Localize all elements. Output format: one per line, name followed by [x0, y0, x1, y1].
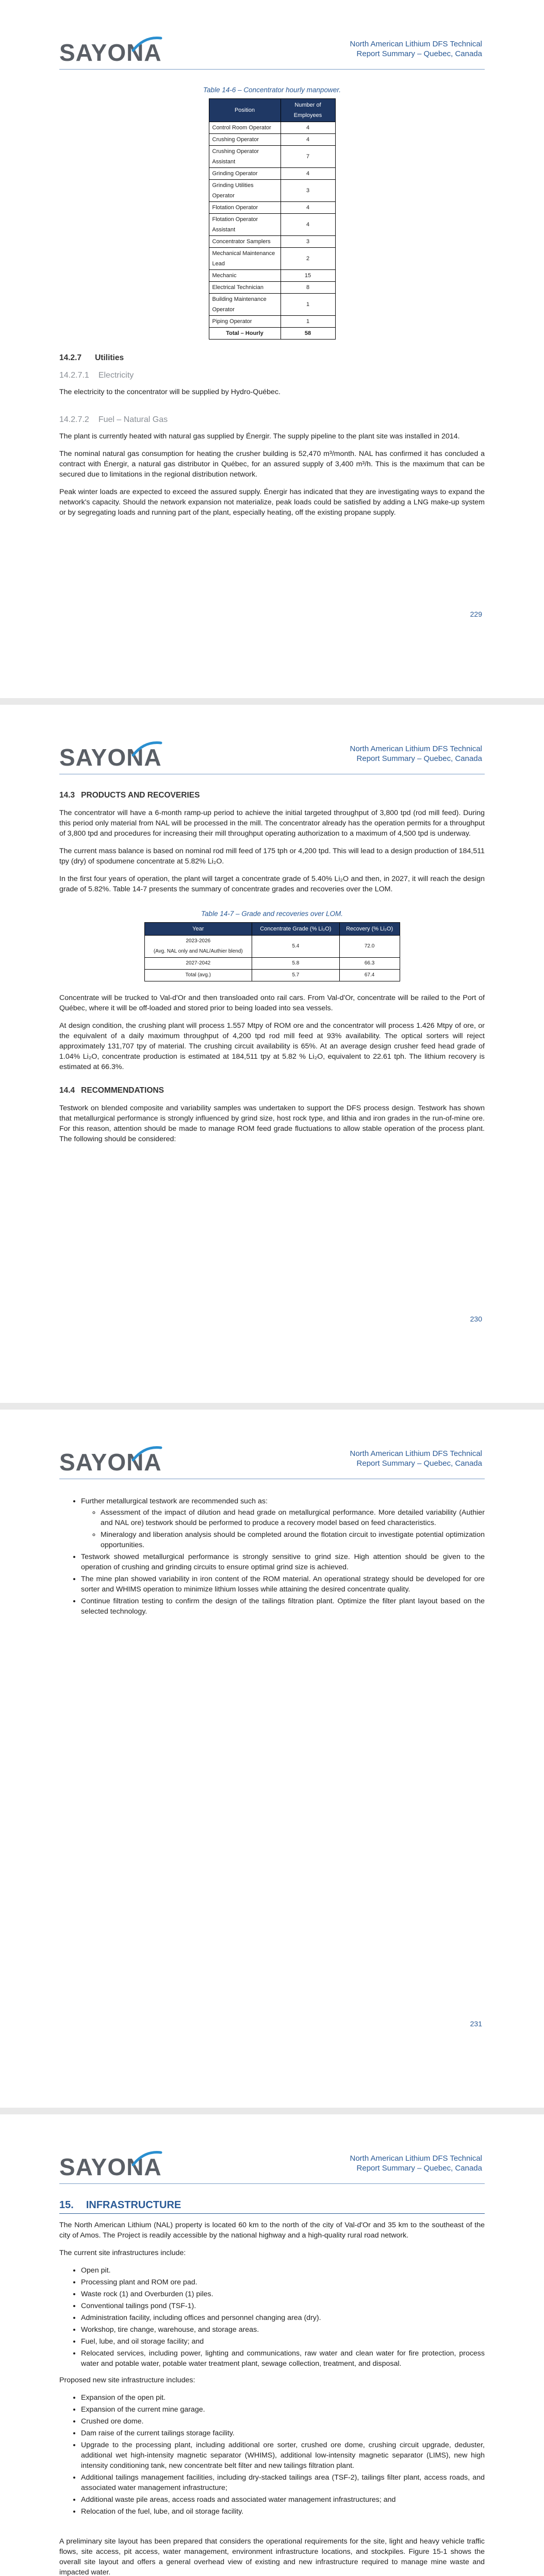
report-title-line2: Report Summary – Quebec, Canada [356, 49, 482, 58]
table-cell: 5.4 [252, 936, 340, 958]
report-title-line1: North American Lithium DFS Technical [350, 744, 482, 753]
table-cell: 7 [281, 146, 335, 168]
table-cell: Flotation Operator Assistant [209, 214, 281, 236]
paragraph: Proposed new site infrastructure includes: [59, 2376, 195, 2384]
current-infrastructure-list [59, 2265, 485, 2369]
list-item: • Continue filtration testing to confirm the design of the tailings filtration plant. Optimize the filter plant layout based on the selected technology. [81, 1596, 485, 1617]
table-row [209, 168, 335, 180]
list-item: • Relocation of the fuel, lube, and oil storage facility. [81, 2506, 485, 2517]
table-row [209, 316, 335, 328]
heading-utilities [59, 353, 485, 363]
table-row [209, 122, 335, 134]
page-232 [0, 2114, 544, 2576]
list-item: • Processing plant and ROM ore pad. [81, 2277, 485, 2287]
paragraph: At design condition, the crushing plant will process 1.557 Mtpy of ROM ore and the concentrator will process 1.426 Mtpy of ore, or the equivalent of a daily maximum throughput of 4,200 tpd rod mill feed at 93% availability. The optical sorters will reject approximately 131,707 tpy of material. The crushing circuit availability is 65%. At an average design crusher feed head grade of 1.04% Li₂O, concentrate production is estimated at 184,511 tpy at 5.82 % Li₂O, equivalent to 22.61 tph. The lithium recovery is estimated at 66.3%. [59, 1022, 485, 1071]
list-item: • Waste rock (1) and Overburden (1) piles. [81, 2289, 485, 2299]
logo-swoosh-icon [129, 1445, 165, 1465]
table-cell: 1 [281, 294, 335, 316]
proposed-infrastructure-list [59, 2393, 485, 2517]
heading-number: 15. [59, 2199, 74, 2211]
paragraph: Testwork on blended composite and variability samples was undertaken to support the DFS process design. Testwork has shown that metallurgical performance is strongly influenced by grind size, host rock type, and lithia and iron grades in the run-of-mine ore. For this reason, attention should be made to manage ROM feed grade fluctuations to allow stable operation of the process plant. The following should be considered: [59, 1104, 485, 1143]
list-item: • Additional tailings management facilities, including dry-stacked tailings area (TSF-2), tailings filter plant, access roads, and associated water management infrastructure; [81, 2472, 485, 2493]
page-230 [0, 705, 544, 1403]
page-header [0, 742, 544, 783]
logo-text: SAYONA [59, 39, 162, 66]
list-item: • Dam raise of the current tailings storage facility. [81, 2428, 485, 2438]
heading-text: Utilities [95, 353, 124, 362]
list-item: • Administration facility, including offices and personnel changing area (dry). [81, 2313, 485, 2323]
table-row [209, 202, 335, 214]
table-cell: 72.0 [339, 936, 400, 958]
table-cell: 2023-2026 (Avg. NAL only and NAL/Authier blend) [144, 936, 252, 958]
page-number: 231 [470, 2020, 482, 2028]
logo-text: SAYONA [59, 2154, 162, 2180]
list-item-text: Further metallurgical testwork are recommended such as: [81, 1497, 268, 1505]
table-cell: Mechanic [209, 270, 281, 282]
table-cell: 5.8 [252, 958, 340, 970]
table-cell: Grinding Operator [209, 168, 281, 180]
table-cell: 3 [281, 180, 335, 202]
table-cell: 67.4 [339, 970, 400, 981]
table-cell: Crushing Operator Assistant [209, 146, 281, 168]
table-row [144, 936, 400, 958]
table-cell: 2027-2042 [144, 958, 252, 970]
col-year: Year [144, 923, 252, 936]
list-item: • Expansion of the open pit. [81, 2393, 485, 2403]
page-header [0, 1447, 544, 1488]
paragraph: In the first four years of operation, the plant will target a concentrate grade of 5.40% Li₂O and then, in 2027, it will reach the design grade of 5.82%. Table 14-7 presents the summary of concentrate grades and recoveries over the LOM. [59, 875, 485, 893]
heading-number: 14.2.7.1 [59, 371, 89, 380]
logo-swoosh-icon [129, 740, 165, 760]
list-item: • Relocated services, including power, lighting and communications, raw water and clean water for fire protection, process water and potable water, potable water treatment plant, sewage collection, treatment, and disposal. [81, 2348, 485, 2369]
heading-text: INFRASTRUCTURE [86, 2199, 182, 2211]
list-item: • Open pit. [81, 2265, 485, 2276]
report-title-line1: North American Lithium DFS Technical [350, 2154, 482, 2163]
table-cell: 8 [281, 282, 335, 294]
table-row [209, 248, 335, 270]
logo-swoosh-icon [129, 2149, 165, 2170]
report-title-line2: Report Summary – Quebec, Canada [356, 2164, 482, 2173]
table-row [209, 328, 335, 340]
table-cell: 4 [281, 202, 335, 214]
report-title-line2: Report Summary – Quebec, Canada [356, 1459, 482, 1468]
list-item: • Workshop, tire change, warehouse, and storage areas. [81, 2325, 485, 2335]
page-number: 230 [470, 1315, 482, 1323]
table-row [209, 270, 335, 282]
table-cell: 58 [281, 328, 335, 340]
table-cell: Electrical Technician [209, 282, 281, 294]
grade-recovery-table [144, 922, 400, 981]
heading-recommendations [59, 1086, 485, 1096]
page-header [0, 2151, 544, 2193]
list-item: • Fuel, lube, and oil storage facility; and [81, 2336, 485, 2347]
table-14-6-caption: Table 14-6 – Concentrator hourly manpower. [203, 86, 341, 94]
table-cell: Mechanical Maintenance Lead [209, 248, 281, 270]
paragraph: A preliminary site layout has been prepared that considers the operational requirements for the site, light and heavy vehicle traffic flows, site access, pit access, water management, environment infrastructure locations, and stockpiles. Figure 15-1 shows the overall site layout and offers a general overhead view of existing and new infrastructure required to manage mine waste and impacted water. [59, 2537, 485, 2576]
page-header [0, 37, 544, 78]
table-cell: Concentrator Samplers [209, 236, 281, 248]
page-number: 229 [470, 610, 482, 618]
table-cell: 66.3 [339, 958, 400, 970]
table-cell: 4 [281, 134, 335, 146]
list-item: • Conventional tailings pond (TSF-1). [81, 2301, 485, 2311]
report-title-line1: North American Lithium DFS Technical [350, 1449, 482, 1458]
list-item [81, 1496, 485, 1550]
heading-infrastructure [59, 2200, 485, 2214]
table-row [209, 294, 335, 316]
heading-electricity [59, 370, 485, 381]
sayona-logo [59, 1447, 162, 1478]
paragraph: The North American Lithium (NAL) property is located 60 km to the north of the city of Val-d'Or and 35 km to the southeast of the city of Amos. The Project is readily accessible by the national highway and a high-quality rural road network. [59, 2221, 485, 2240]
heading-products-recoveries [59, 790, 485, 801]
list-item: • Testwork showed metallurgical performance is strongly sensitive to grind size. High attention should be given to the operation of crushing and grinding circuits to ensure optimal grind size is achieved. [81, 1552, 485, 1572]
table-cell: Control Room Operator [209, 122, 281, 134]
sub-list [81, 1507, 485, 1550]
col-employees: Number of Employees [281, 99, 335, 122]
table-cell: Grinding Utilities Operator [209, 180, 281, 202]
report-title [350, 1449, 483, 1468]
paragraph: Concentrate will be trucked to Val-d'Or and then transloaded onto rail cars. From Val-d'Or, concentrate will be railed to the Port of Québec, where it will be off-loaded and stored prior to being loaded into sea vessels. [59, 994, 485, 1012]
recommendations-list [59, 1496, 485, 1617]
report-title [350, 744, 483, 764]
table-cell: Building Maintenance Operator [209, 294, 281, 316]
table-header-row [209, 99, 335, 122]
paragraph: The concentrator will have a 6-month ramp-up period to achieve the initial targeted throughput of 3,800 tpd (rod mill feed). During this period only material from NAL will be processed in the mill. The concentrator already has the operation permits for a throughput of 3,800 tpd and procedures for increasing their mill throughput operating authorization to a maximum of 4,500 tpd is underway. [59, 809, 485, 838]
table-cell: 2 [281, 248, 335, 270]
table-row [209, 236, 335, 248]
report-title-line2: Report Summary – Quebec, Canada [356, 754, 482, 763]
table-14-7-caption: Table 14-7 – Grade and recoveries over LOM. [201, 910, 343, 918]
table-row [144, 958, 400, 970]
logo-text: SAYONA [59, 1449, 162, 1476]
table-cell: 4 [281, 122, 335, 134]
heading-number: 14.3 [59, 791, 75, 800]
header-divider [59, 69, 485, 70]
page-231 [0, 1410, 544, 2108]
sayona-logo [59, 742, 162, 773]
table-cell: 15 [281, 270, 335, 282]
list-item: • Expansion of the current mine garage. [81, 2404, 485, 2415]
report-title [350, 39, 483, 59]
header-divider [59, 2183, 485, 2184]
list-item: • Additional waste pile areas, access roads and associated water management infrastructures; and [81, 2495, 485, 2505]
table-row [209, 282, 335, 294]
list-item: • Upgrade to the processing plant, including additional ore sorter, crushed ore dome, crushing circuit upgrade, deduster, additional wet high-intensity magnetic separator (WHIMS), additional low-intensity magnetic separator (LIMS), new high intensity conditioning tank, new concentrate belt filter and new tailings filtration plant. [81, 2440, 485, 2471]
sayona-logo [59, 37, 162, 68]
col-recovery: Recovery (% Li₂O) [339, 923, 400, 936]
list-item: • Crushed ore dome. [81, 2416, 485, 2427]
list-item: • The mine plan showed variability in iron content of the ROM material. An operational strategy should be developed for ore sorter and WHIMS operation to minimize lithium losses while attaining the desired concentrate quality. [81, 1574, 485, 1595]
heading-number: 14.2.7.2 [59, 415, 89, 424]
table-cell: Flotation Operator [209, 202, 281, 214]
table-row [209, 214, 335, 236]
table-row [209, 180, 335, 202]
paragraph: The plant is currently heated with natural gas supplied by Énergir. The supply pipeline to the plant site was installed in 2014. [59, 432, 460, 440]
col-grade: Concentrate Grade (% Li₂O) [252, 923, 340, 936]
table-cell: 4 [281, 214, 335, 236]
page-229 [0, 0, 544, 698]
paragraph: The current mass balance is based on nominal rod mill feed of 175 tph or 4,200 tpd. This will lead to a design production of 184,511 tpy (dry) of spodumene concentrate at 5.82% Li₂O. [59, 847, 485, 866]
table-header-row [144, 923, 400, 936]
col-position: Position [209, 99, 281, 122]
sub-list-item: ◦ Mineralogy and liberation analysis should be completed around the flotation circuit to investigate potential optimization opportunities. [101, 1530, 485, 1550]
heading-text: Fuel – Natural Gas [98, 415, 168, 424]
heading-text: Electricity [98, 371, 134, 380]
table-cell: 3 [281, 236, 335, 248]
sayona-logo [59, 2151, 162, 2182]
table-cell: 5.7 [252, 970, 340, 981]
manpower-table [209, 98, 336, 340]
table-cell: Total (avg.) [144, 970, 252, 981]
logo-swoosh-icon [129, 35, 165, 56]
report-title-line1: North American Lithium DFS Technical [350, 40, 482, 48]
report-title [350, 2154, 483, 2173]
paragraph: The current site infrastructures include: [59, 2249, 186, 2257]
table-cell: Crushing Operator [209, 134, 281, 146]
heading-number: 14.4 [59, 1086, 75, 1095]
heading-natural-gas [59, 415, 485, 425]
paragraph: The nominal natural gas consumption for heating the crusher building is 52,470 m³/month. NAL has confirmed it has concluded a contract with Énergir, a natural gas distributor in Québec, for an assured supply of 3,400 m³/h. This is the maximum that can be secured due to limitations in the regional distribution network. [59, 450, 485, 479]
table-cell: 1 [281, 316, 335, 328]
sub-list-item: ◦ Assessment of the impact of dilution and head grade on metallurgical performance. More detailed variability (Authier and NAL ore) testwork should be performed to produce a recovery model based on feed characteristics. [101, 1507, 485, 1528]
heading-text: PRODUCTS AND RECOVERIES [81, 791, 200, 800]
table-row [209, 146, 335, 168]
table-cell: Piping Operator [209, 316, 281, 328]
table-row [209, 134, 335, 146]
paragraph: Peak winter loads are expected to exceed the assured supply. Énergir has indicated that they are investigating ways to expand the network's capacity. Should the network expansion not materialize, peak loads could be satisfied by adding a LNG make-up system or by segregating loads and running part of the plant, especially heating, off the existing propane supply. [59, 488, 485, 517]
heading-number: 14.2.7 [59, 353, 82, 362]
heading-text: RECOMMENDATIONS [81, 1086, 164, 1095]
table-cell: Total – Hourly [209, 328, 281, 340]
logo-text: SAYONA [59, 744, 162, 771]
table-row [144, 970, 400, 981]
table-cell: 4 [281, 168, 335, 180]
paragraph: The electricity to the concentrator will be supplied by Hydro-Québec. [59, 388, 281, 396]
